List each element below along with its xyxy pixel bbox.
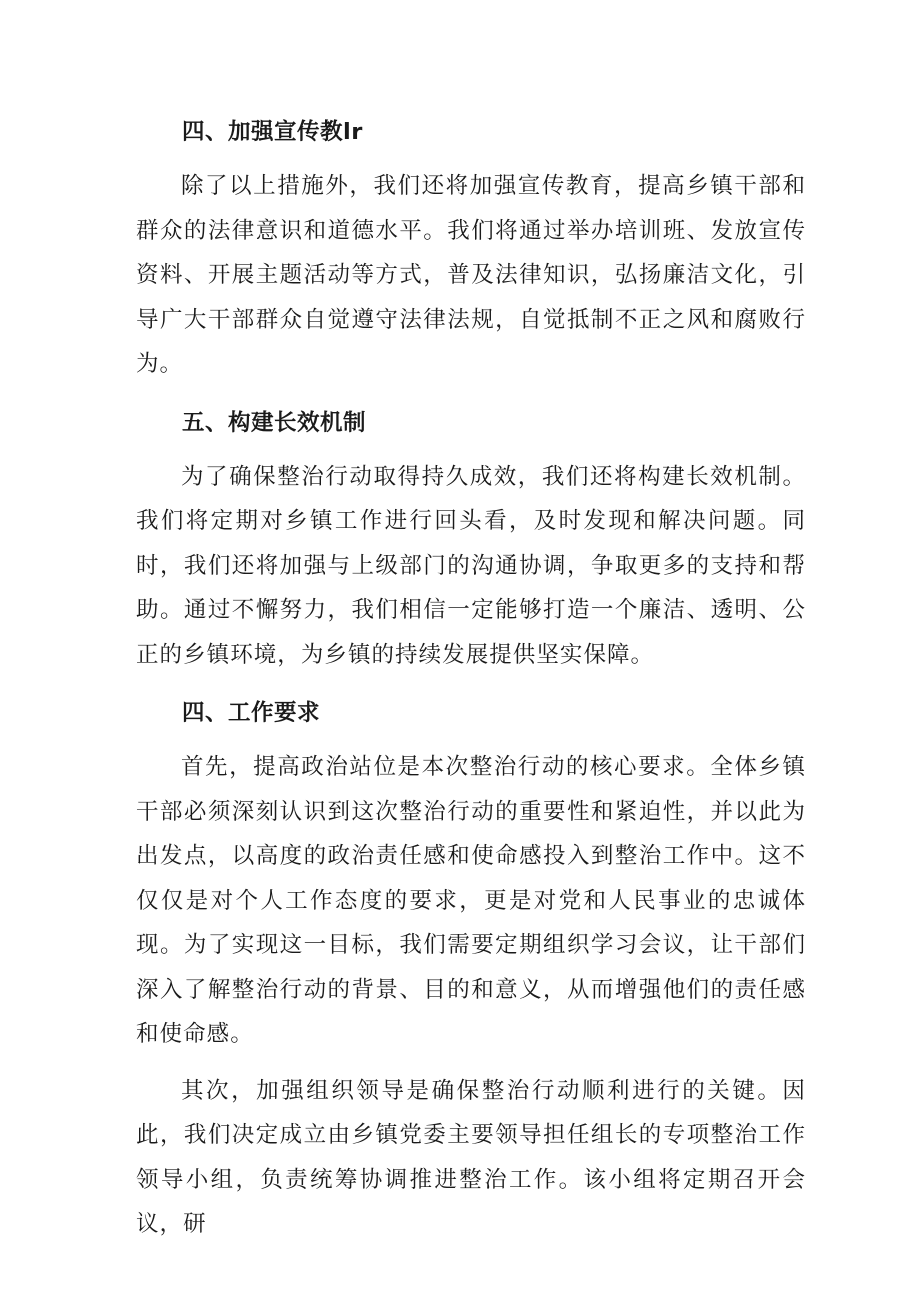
paragraph-long-term-mechanism: 为了确保整治行动取得持久成效，我们还将构建长效机制。我们将定期对乡镇工作进行回头看，及时发现和解决问题。同时，我们还将加强与上级部门的沟通协调，争取更多的支持和帮助。通过不懈努力，我们相信一定能够打造一个廉洁、透明、公正的乡镇环境，为乡镇的持续发展提供坚实保障。	[136, 463, 806, 668]
section-heading-publicity: 四、加强宣传教lr	[182, 119, 363, 145]
section-heading-long-term-mechanism: 五、构建长效机制	[182, 409, 367, 436]
paragraph-organizational-leadership: 其次，加强组织领导是确保整治行动顺利进行的关键。因此，我们决定成立由乡镇党委主要领导担任组长的专项整治工作领导小组，负责统筹协调推进整治工作。该小组将定期召开会议，研	[136, 1077, 806, 1237]
paragraph-publicity: 除了以上措施外，我们还将加强宣传教育，提高乡镇干部和群众的法律意识和道德水平。我们将通过举办培训班、发放宣传资料、开展主题活动等方式，普及法律知识，弘扬廉洁文化，引导广大干部群众自觉遵守法律法规，自觉抵制不正之风和腐败行为。	[136, 173, 806, 377]
section-heading-work-requirements: 四、工作要求	[182, 700, 321, 726]
document-body	[136, 112, 806, 1247]
paragraph-political-stance: 首先，提高政治站位是本次整治行动的核心要求。全体乡镇干部必须深刻认识到这次整治行动的重要性和紧迫性，并以此为出发点，以高度的政治责任感和使命感投入到整治工作中。这不仅仅是对个人工作态度的要求，更是对党和人民事业的忠诚体现。为了实现这一目标，我们需要定期组织学习会议，让干部们深入了解整治行动的背景、目的和意义，从而增强他们的责任感和使命感。	[136, 754, 806, 1047]
